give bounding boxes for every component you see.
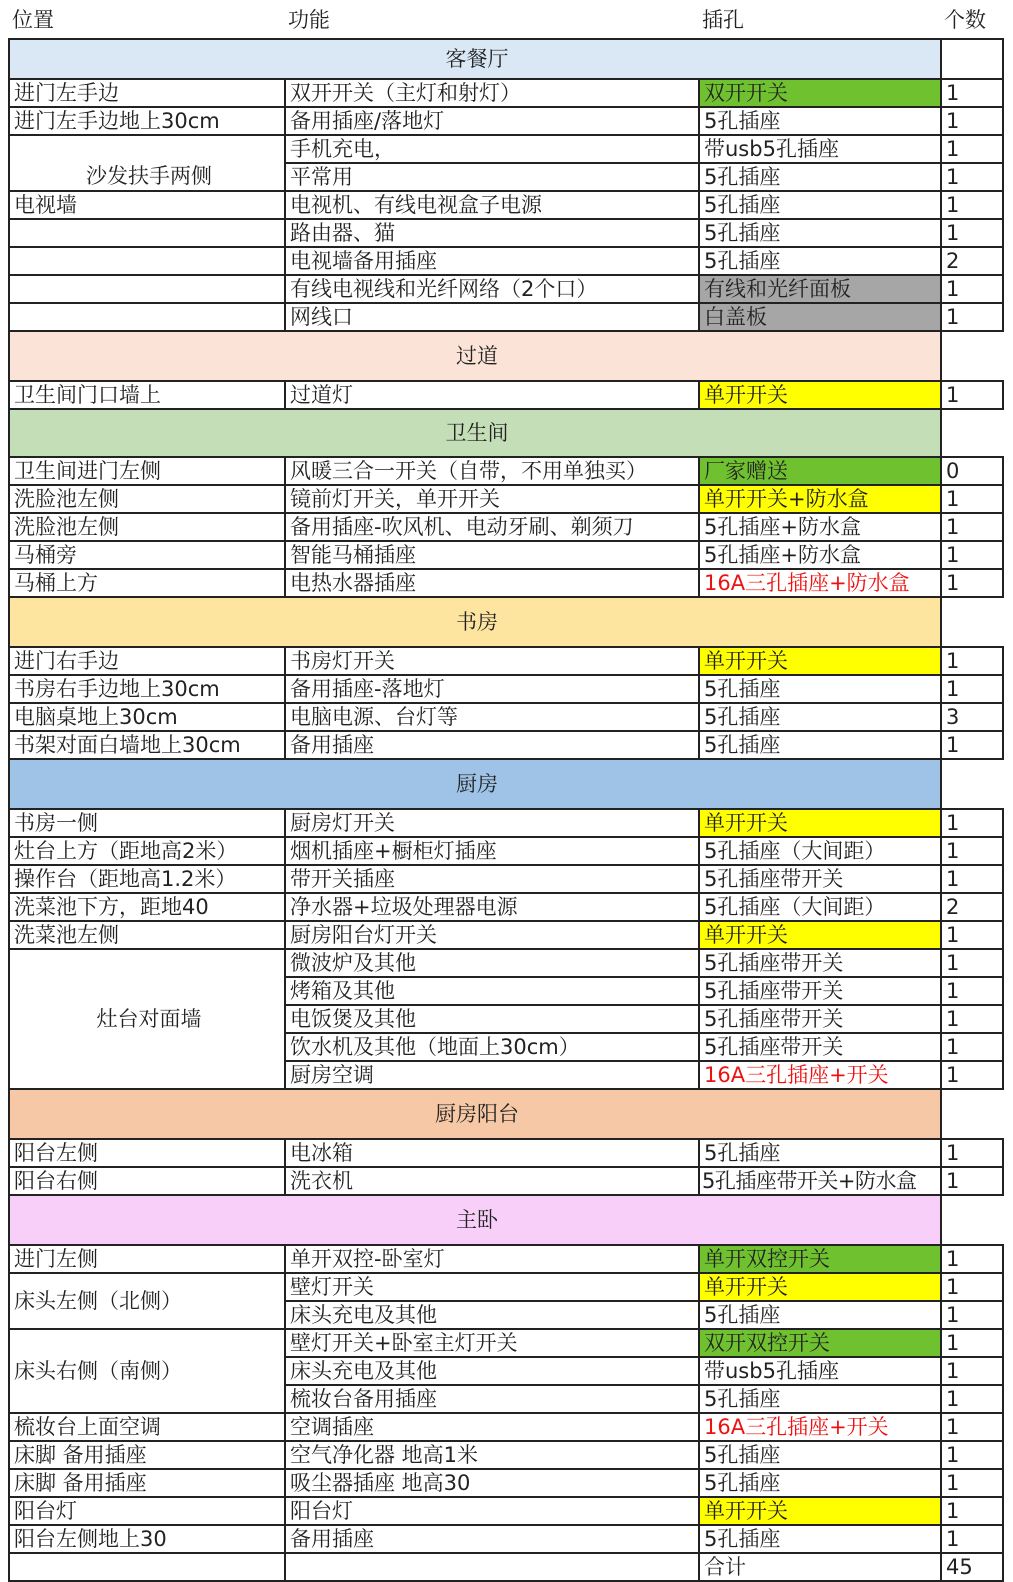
position-cell: 进门右手边 xyxy=(9,647,285,675)
socket-cell: 5孔插座 xyxy=(699,1441,941,1469)
function-cell: 智能马桶插座 xyxy=(285,541,699,569)
socket-cell: 5孔插座 xyxy=(699,675,941,703)
count-cell: 2 xyxy=(941,247,1003,275)
section-title-living: 客餐厅 xyxy=(9,39,941,79)
table-row xyxy=(9,513,1003,541)
function-cell: 厨房灯开关 xyxy=(285,809,699,837)
socket-cell: 单开开关 xyxy=(699,647,941,675)
socket-cell: 5孔插座 xyxy=(699,703,941,731)
socket-cell: 双开双控开关 xyxy=(699,1329,941,1357)
position-cell: 电脑桌地上30cm xyxy=(9,703,285,731)
position-cell: 梳妆台上面空调 xyxy=(9,1413,285,1441)
table-row xyxy=(9,837,1003,865)
function-cell: 路由器、猫 xyxy=(285,219,699,247)
table-row xyxy=(9,1139,1003,1167)
table-row xyxy=(9,1525,1003,1553)
section-row xyxy=(9,409,1003,457)
socket-cell: 厂家赠送 xyxy=(699,457,941,485)
table-row xyxy=(9,921,1003,949)
section-count-cell xyxy=(941,597,1003,647)
table-row xyxy=(9,485,1003,513)
count-cell: 1 xyxy=(941,949,1003,977)
table-row xyxy=(9,107,1003,135)
count-cell: 1 xyxy=(941,1469,1003,1497)
section-row xyxy=(9,597,1003,647)
function-cell: 洗衣机 xyxy=(285,1167,699,1195)
count-cell: 1 xyxy=(941,513,1003,541)
function-cell: 吸尘器插座 地高30 xyxy=(285,1469,699,1497)
table-row xyxy=(9,1167,1003,1195)
socket-cell: 5孔插座 xyxy=(699,1525,941,1553)
position-cell: 阳台左侧地上30 xyxy=(9,1525,285,1553)
function-cell: 网线口 xyxy=(285,303,699,331)
table-row xyxy=(9,949,1003,977)
position-cell: 马桶上方 xyxy=(9,569,285,597)
function-cell: 厨房阳台灯开关 xyxy=(285,921,699,949)
header-position: 位置 xyxy=(12,8,54,32)
count-cell: 1 xyxy=(941,79,1003,107)
function-cell: 空气净化器 地高1米 xyxy=(285,1441,699,1469)
count-cell: 1 xyxy=(941,865,1003,893)
function-cell: 备用插座/落地灯 xyxy=(285,107,699,135)
count-cell: 1 xyxy=(941,1005,1003,1033)
count-cell: 1 xyxy=(941,837,1003,865)
count-cell: 1 xyxy=(941,1525,1003,1553)
socket-cell: 有线和光纤面板 xyxy=(699,275,941,303)
position-cell xyxy=(9,247,285,275)
function-cell: 过道灯 xyxy=(285,381,699,409)
socket-cell: 5孔插座+防水盒 xyxy=(699,513,941,541)
function-cell: 烤箱及其他 xyxy=(285,977,699,1005)
section-count-cell xyxy=(941,1089,1003,1139)
count-cell: 1 xyxy=(941,921,1003,949)
position-cell: 床脚 备用插座 xyxy=(9,1441,285,1469)
socket-cell: 5孔插座 xyxy=(699,731,941,759)
socket-cell: 5孔插座带开关 xyxy=(699,949,941,977)
count-cell: 2 xyxy=(941,893,1003,921)
position-cell: 卫生间门口墙上 xyxy=(9,381,285,409)
function-cell: 净水器+垃圾处理器电源 xyxy=(285,893,699,921)
socket-cell: 16A三孔插座+防水盒 xyxy=(699,569,941,597)
section-title-hallway: 过道 xyxy=(9,331,941,381)
count-cell: 1 xyxy=(941,163,1003,191)
count-cell: 1 xyxy=(941,809,1003,837)
section-count-cell xyxy=(941,759,1003,809)
count-cell: 0 xyxy=(941,457,1003,485)
position-cell: 阳台左侧 xyxy=(9,1139,285,1167)
table-row xyxy=(9,1497,1003,1525)
position-cell xyxy=(9,1553,285,1581)
function-cell: 电视机、有线电视盒子电源 xyxy=(285,191,699,219)
table-row xyxy=(9,191,1003,219)
table-row xyxy=(9,135,1003,163)
table-row xyxy=(9,381,1003,409)
socket-cell: 单开开关 xyxy=(699,1497,941,1525)
position-cell xyxy=(9,303,285,331)
count-cell: 1 xyxy=(941,1061,1003,1089)
table-row xyxy=(9,1441,1003,1469)
count-cell: 1 xyxy=(941,1139,1003,1167)
position-cell xyxy=(9,219,285,247)
count-cell: 1 xyxy=(941,1385,1003,1413)
socket-cell: 单开开关 xyxy=(699,1273,941,1301)
function-cell: 梳妆台备用插座 xyxy=(285,1385,699,1413)
table-row xyxy=(9,1245,1003,1273)
function-cell: 备用插座 xyxy=(285,1525,699,1553)
socket-cell: 5孔插座 xyxy=(699,1139,941,1167)
socket-cell: 16A三孔插座+开关 xyxy=(699,1413,941,1441)
position-cell: 书架对面白墙地上30cm xyxy=(9,731,285,759)
function-cell: 备用插座-吹风机、电动牙刷、剃须刀 xyxy=(285,513,699,541)
total-row xyxy=(9,1553,1003,1581)
count-cell: 1 xyxy=(941,275,1003,303)
header-function: 功能 xyxy=(288,8,330,32)
section-title-study: 书房 xyxy=(9,597,941,647)
function-cell: 空调插座 xyxy=(285,1413,699,1441)
position-cell: 阳台右侧 xyxy=(9,1167,285,1195)
socket-cell: 5孔插座（大间距） xyxy=(699,893,941,921)
function-cell: 电热水器插座 xyxy=(285,569,699,597)
socket-cell: 5孔插座+防水盒 xyxy=(699,541,941,569)
table-row xyxy=(9,79,1003,107)
table-row xyxy=(9,303,1003,331)
position-cell: 进门左侧 xyxy=(9,1245,285,1273)
table-row xyxy=(9,1329,1003,1357)
position-cell: 洗脸池左侧 xyxy=(9,513,285,541)
function-cell xyxy=(285,1553,699,1581)
function-cell: 床头充电及其他 xyxy=(285,1301,699,1329)
socket-cell: 5孔插座带开关 xyxy=(699,1033,941,1061)
count-cell: 1 xyxy=(941,135,1003,163)
count-cell: 1 xyxy=(941,1413,1003,1441)
section-title-bathroom: 卫生间 xyxy=(9,409,941,457)
section-count-cell xyxy=(941,1195,1003,1245)
socket-cell: 白盖板 xyxy=(699,303,941,331)
position-cell xyxy=(9,275,285,303)
function-cell: 饮水机及其他（地面上30cm） xyxy=(285,1033,699,1061)
count-cell: 1 xyxy=(941,1033,1003,1061)
table-row xyxy=(9,865,1003,893)
socket-cell: 5孔插座 xyxy=(699,247,941,275)
socket-cell: 5孔插座带开关 xyxy=(699,977,941,1005)
function-cell: 微波炉及其他 xyxy=(285,949,699,977)
count-cell: 1 xyxy=(941,381,1003,409)
count-cell: 1 xyxy=(941,107,1003,135)
table-row xyxy=(9,247,1003,275)
header-count: 个数 xyxy=(944,8,986,32)
socket-cell: 单开开关 xyxy=(699,809,941,837)
socket-cell: 5孔插座带开关 xyxy=(699,865,941,893)
count-cell: 1 xyxy=(941,731,1003,759)
position-cell: 灶台上方（距地高2米） xyxy=(9,837,285,865)
function-cell: 备用插座 xyxy=(285,731,699,759)
function-cell: 电视墙备用插座 xyxy=(285,247,699,275)
table-row xyxy=(9,541,1003,569)
function-cell: 壁灯开关+卧室主灯开关 xyxy=(285,1329,699,1357)
table-row xyxy=(9,275,1003,303)
table-row xyxy=(9,647,1003,675)
header-socket: 插孔 xyxy=(702,8,744,32)
table-row xyxy=(9,731,1003,759)
function-cell: 手机充电， xyxy=(285,135,699,163)
function-cell: 厨房空调 xyxy=(285,1061,699,1089)
socket-cell: 单开双控开关 xyxy=(699,1245,941,1273)
count-cell: 1 xyxy=(941,1273,1003,1301)
table-row xyxy=(9,893,1003,921)
socket-cell: 5孔插座 xyxy=(699,219,941,247)
socket-cell: 单开开关+防水盒 xyxy=(699,485,941,513)
position-cell: 书房右手边地上30cm xyxy=(9,675,285,703)
position-cell: 马桶旁 xyxy=(9,541,285,569)
position-cell: 洗脸池左侧 xyxy=(9,485,285,513)
count-cell: 1 xyxy=(941,1497,1003,1525)
function-cell: 双开开关（主灯和射灯） xyxy=(285,79,699,107)
socket-cell: 双开开关 xyxy=(699,79,941,107)
section-title-kitchen: 厨房 xyxy=(9,759,941,809)
table-row xyxy=(9,809,1003,837)
count-cell: 1 xyxy=(941,647,1003,675)
position-cell: 阳台灯 xyxy=(9,1497,285,1525)
socket-cell: 5孔插座 xyxy=(699,1301,941,1329)
position-cell: 洗菜池左侧 xyxy=(9,921,285,949)
count-cell: 1 xyxy=(941,485,1003,513)
function-cell: 风暖三合一开关（自带，不用单独买） xyxy=(285,457,699,485)
socket-cell: 单开开关 xyxy=(699,921,941,949)
position-cell: 沙发扶手两侧 xyxy=(9,135,285,191)
section-count-cell xyxy=(941,331,1003,381)
socket-cell: 5孔插座 xyxy=(699,191,941,219)
position-cell: 床头左侧（北侧） xyxy=(9,1273,285,1329)
section-count-cell xyxy=(941,39,1003,79)
function-cell: 电脑电源、台灯等 xyxy=(285,703,699,731)
position-cell: 床脚 备用插座 xyxy=(9,1469,285,1497)
table-row xyxy=(9,1273,1003,1301)
function-cell: 电饭煲及其他 xyxy=(285,1005,699,1033)
function-cell: 有线电视线和光纤网络（2个口） xyxy=(285,275,699,303)
section-title-kitchen-balcony: 厨房阳台 xyxy=(9,1089,941,1139)
count-cell: 1 xyxy=(941,1357,1003,1385)
function-cell: 阳台灯 xyxy=(285,1497,699,1525)
count-cell: 1 xyxy=(941,191,1003,219)
function-cell: 备用插座-落地灯 xyxy=(285,675,699,703)
position-cell: 书房一侧 xyxy=(9,809,285,837)
section-title-master-bedroom: 主卧 xyxy=(9,1195,941,1245)
table-row xyxy=(9,457,1003,485)
function-cell: 平常用 xyxy=(285,163,699,191)
position-cell: 电视墙 xyxy=(9,191,285,219)
position-cell: 卫生间进门左侧 xyxy=(9,457,285,485)
table-row xyxy=(9,569,1003,597)
function-cell: 壁灯开关 xyxy=(285,1273,699,1301)
section-row xyxy=(9,39,1003,79)
count-cell: 1 xyxy=(941,303,1003,331)
position-cell: 洗菜池下方，距地40 xyxy=(9,893,285,921)
table-row xyxy=(9,219,1003,247)
outlet-planning-table xyxy=(8,38,1004,1582)
function-cell: 镜前灯开关，单开开关 xyxy=(285,485,699,513)
count-cell: 1 xyxy=(941,1167,1003,1195)
table-row xyxy=(9,1469,1003,1497)
total-label: 合计 xyxy=(699,1553,941,1581)
section-row xyxy=(9,331,1003,381)
socket-cell: 16A三孔插座+开关 xyxy=(699,1061,941,1089)
total-value: 45 xyxy=(941,1553,1003,1581)
function-cell: 床头充电及其他 xyxy=(285,1357,699,1385)
socket-cell: 5孔插座 xyxy=(699,163,941,191)
socket-cell: 5孔插座带开关+防水盒 xyxy=(699,1167,941,1195)
position-cell: 操作台（距地高1.2米） xyxy=(9,865,285,893)
function-cell: 书房灯开关 xyxy=(285,647,699,675)
count-cell: 1 xyxy=(941,541,1003,569)
position-cell: 灶台对面墙 xyxy=(9,949,285,1089)
function-cell: 带开关插座 xyxy=(285,865,699,893)
count-cell: 1 xyxy=(941,1301,1003,1329)
position-cell: 床头右侧（南侧） xyxy=(9,1329,285,1413)
socket-cell: 5孔插座 xyxy=(699,107,941,135)
count-cell: 1 xyxy=(941,1245,1003,1273)
socket-cell: 5孔插座（大间距） xyxy=(699,837,941,865)
function-cell: 烟机插座+橱柜灯插座 xyxy=(285,837,699,865)
count-cell: 1 xyxy=(941,569,1003,597)
table-row xyxy=(9,703,1003,731)
section-count-cell xyxy=(941,409,1003,457)
socket-cell: 单开开关 xyxy=(699,381,941,409)
position-cell: 进门左手边 xyxy=(9,79,285,107)
socket-cell: 带usb5孔插座 xyxy=(699,135,941,163)
count-cell: 1 xyxy=(941,1441,1003,1469)
section-row xyxy=(9,1195,1003,1245)
function-cell: 电冰箱 xyxy=(285,1139,699,1167)
function-cell: 单开双控-卧室灯 xyxy=(285,1245,699,1273)
socket-cell: 5孔插座带开关 xyxy=(699,1005,941,1033)
socket-cell: 5孔插座 xyxy=(699,1385,941,1413)
section-row xyxy=(9,759,1003,809)
count-cell: 3 xyxy=(941,703,1003,731)
table-row xyxy=(9,1413,1003,1441)
count-cell: 1 xyxy=(941,675,1003,703)
section-row xyxy=(9,1089,1003,1139)
position-cell: 进门左手边地上30cm xyxy=(9,107,285,135)
count-cell: 1 xyxy=(941,977,1003,1005)
count-cell: 1 xyxy=(941,219,1003,247)
socket-cell: 5孔插座 xyxy=(699,1469,941,1497)
count-cell: 1 xyxy=(941,1329,1003,1357)
socket-cell: 带usb5孔插座 xyxy=(699,1357,941,1385)
table-row xyxy=(9,675,1003,703)
